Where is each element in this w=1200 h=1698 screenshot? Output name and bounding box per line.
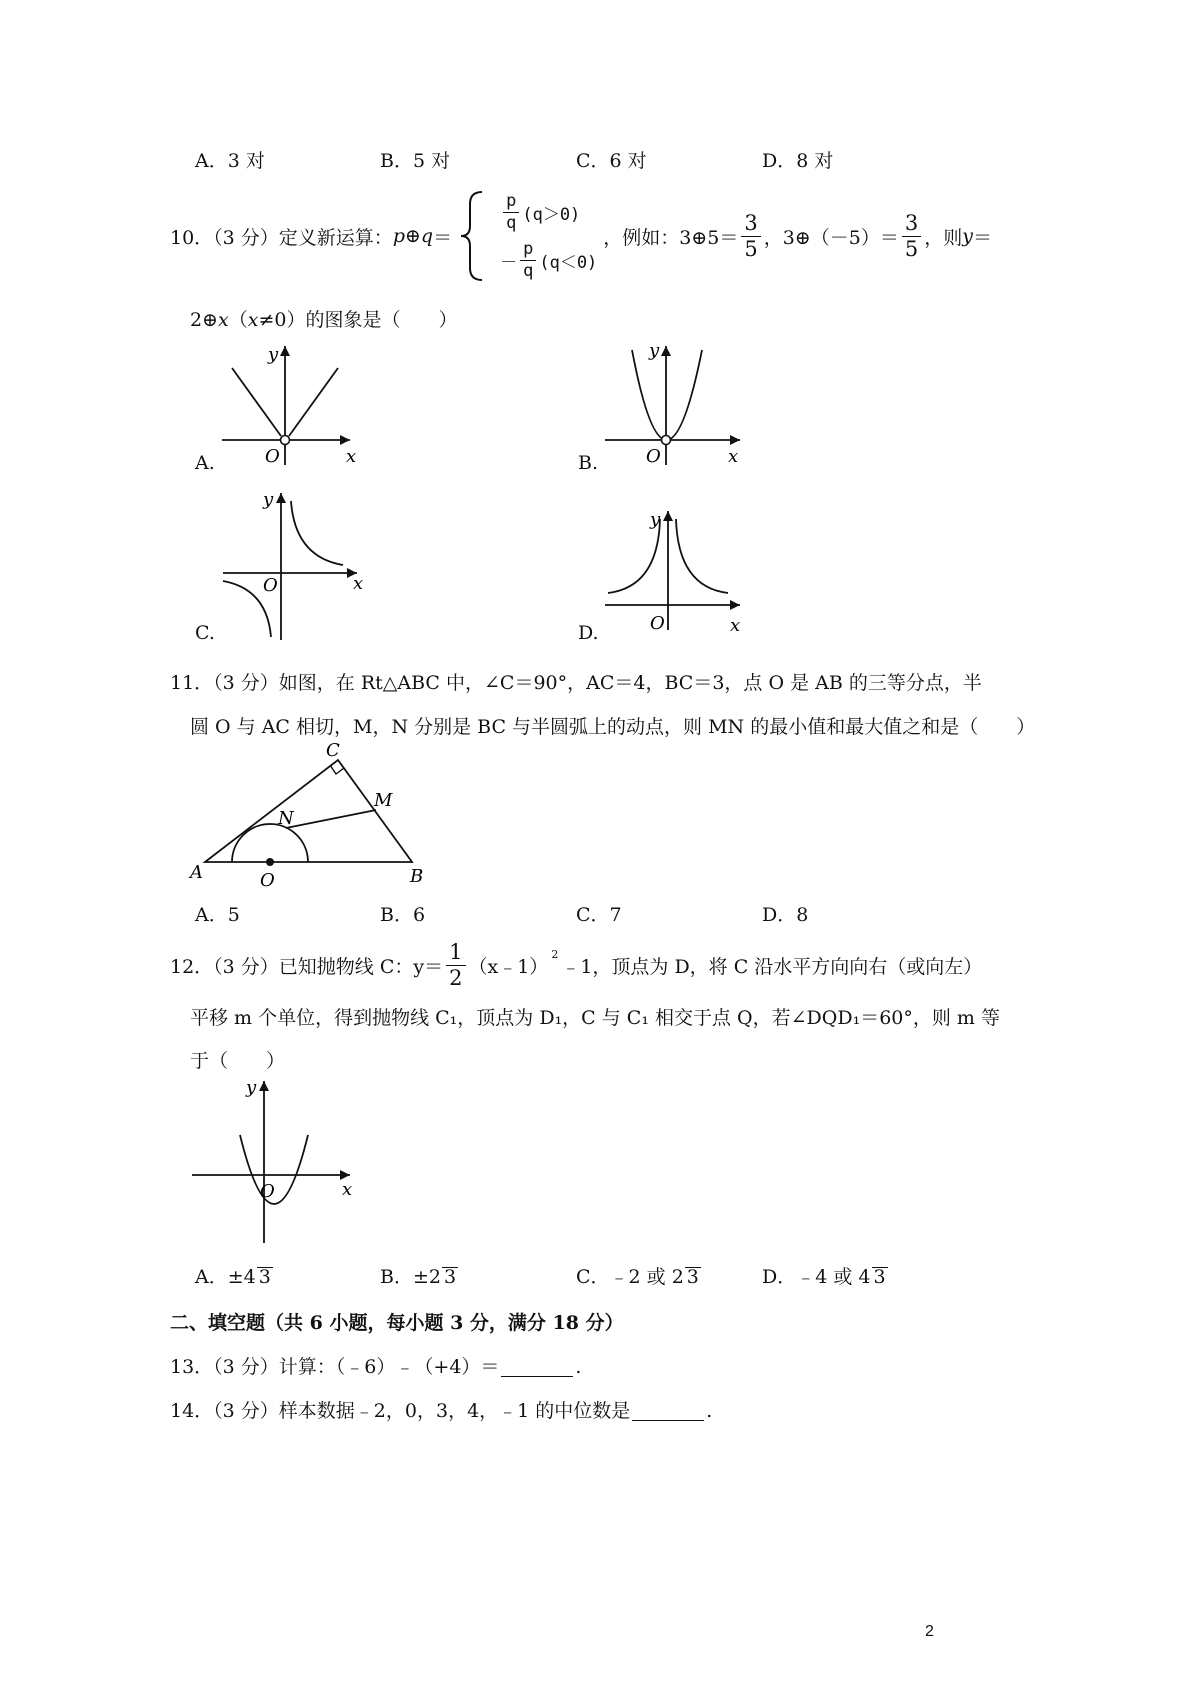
q10-head: 10．（3 分）定义新运算： [170,226,393,249]
q11-option-b: B．6 [380,904,426,926]
origin-label: O [265,446,280,467]
q10-example-text-2: ，3⊕（－5）＝ [763,226,899,249]
piecewise-cases [500,188,597,284]
q10-label-d: D. [578,622,599,644]
q11-option-c: C．7 [576,904,622,926]
q10-graph-a [210,340,360,470]
point-m-label: M [374,790,393,811]
q13-stem: 13．（3 分）计算：（﹣6）﹣（+4）＝ . [170,1356,582,1378]
q10-graph-d [600,505,750,635]
equals-sign: ＝ [433,226,453,249]
page-number: 2 [925,1623,934,1640]
case-positive: $\frac{p}{q}$ (q＞0) [500,188,597,236]
left-brace [456,188,496,284]
axis-x-label: x [342,1179,353,1200]
q10-label-c: C. [195,622,215,644]
point-b-label: B [410,866,424,887]
q10-label-b: B. [578,452,599,474]
q10-example-text: ，例如：3⊕5＝ [603,226,739,249]
axis-y-label: y [268,344,279,365]
q10-stem-line2: 2⊕x（x≠0）的图象是（ ） [190,309,458,331]
q11-stem-line2: 圆 O 与 AC 相切，M，N 分别是 BC 与半圆弧上的动点，则 MN 的最小值和最大值之和是（ ） [190,716,1036,738]
axis-y-label: y [649,340,660,361]
q12-parabola-figure [190,1075,360,1245]
axis-x-label: x [728,446,739,467]
q11-stem-line1: 11．（3 分）如图，在 Rt△ABC 中，∠C＝90°，AC＝4，BC＝3，点 O 是 AB 的三等分点，半 [170,672,982,694]
q9-option-c: C．6 对 [576,150,647,172]
axis-y-label: y [246,1077,257,1098]
equals-sign-2: ＝ [973,226,993,249]
point-c-label: C [326,740,340,761]
q10-graph-b [600,340,750,470]
section-heading: 二、填空题（共 6 小题，每小题 3 分，满分 18 分） [170,1312,624,1334]
op-oplus: ⊕ [404,225,421,247]
answer-blank[interactable] [501,1356,573,1377]
point-n-label: N [278,808,294,829]
q11-option-a: A．5 [195,904,240,926]
fraction-3-5-b: $\frac{3}{5}$ [902,213,921,260]
q10-label-a: A. [195,452,215,474]
q10-then: ，则 [924,226,963,249]
q12-stem-line3: 于（ ） [190,1050,286,1072]
var-y: y [962,225,974,247]
origin-label: O [646,446,661,467]
var-q: q [420,225,434,247]
q12-option-a: A．±4 3 [195,1266,271,1288]
answer-blank[interactable] [632,1400,704,1421]
case-negative: － $\frac{p}{q}$ (q＜0) [500,238,598,281]
q10-stem-line1 [170,188,992,284]
q10-graph-c [215,485,365,645]
var-p: p [392,225,405,247]
q12-option-c: C．﹣2 或 2 3 [576,1266,699,1288]
q9-option-d: D．8 对 [762,150,834,172]
axis-y-label: y [650,509,661,530]
q9-option-a: A．3 对 [195,150,265,172]
point-o-label: O [260,870,275,891]
q12-option-b: B．±2 3 [380,1266,457,1288]
point-a-label: A [190,862,203,883]
origin-label: O [263,575,278,596]
q12-stem-line1: 12．（3 分）已知抛物线 C：y＝ $\frac{1}{2}$ （x﹣1） $^2$ ﹣1，顶点为 D，将 C 沿水平方向向右（或向左） [170,940,983,990]
axis-x-label: x [353,573,364,594]
q11-option-d: D．8 [762,904,809,926]
origin-label: O [260,1181,275,1202]
q11-triangle-figure [190,740,440,890]
q14-stem: 14．（3 分）样本数据﹣2，0，3，4，﹣1 的中位数是 . [170,1400,713,1422]
q12-option-d: D．﹣4 或 4 3 [762,1266,886,1288]
axis-x-label: x [346,446,357,467]
axis-y-label: y [263,489,274,510]
fraction-1-2: $\frac{1}{2}$ [446,942,465,989]
axis-x-label: x [730,615,741,636]
q9-option-b: B．5 对 [380,150,451,172]
fraction-3-5: $\frac{3}{5}$ [741,213,760,260]
origin-label: O [650,613,665,634]
q12-stem-line2: 平移 m 个单位，得到抛物线 C₁，顶点为 D₁，C 与 C₁ 相交于点 Q，若∠DQD₁＝60°，则 m 等 [190,1007,1000,1029]
